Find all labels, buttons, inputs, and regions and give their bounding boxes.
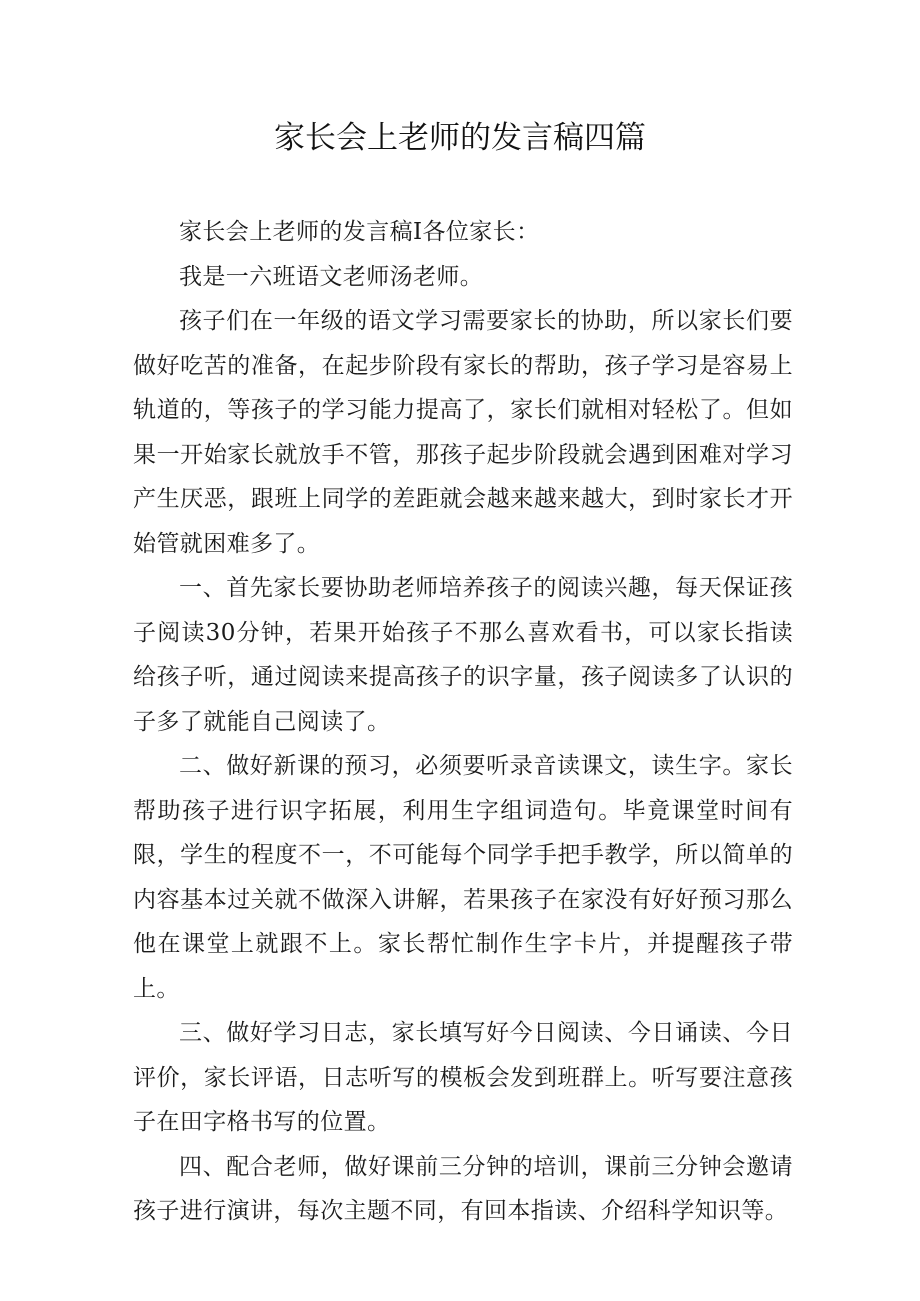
paragraph-point-2: 二、做好新课的预习，必须要听录音读课文，读生字。家长帮助孩子进行识字拓展，利用生字组词造句。毕竟课堂时间有限，学生的程度不一，不可能每个同学手把手教学，所以简单的内容基本过关就不做深入讲解，若果孩子在家没有好好预习那么他在课堂上就跟不上。家长帮忙制作生字卡片，并提醒孩子带上。 [133,753,793,1002]
paragraph-introduction: 我是一六班语文老师汤老师。 [179,263,484,290]
paragraph-point-1: 一、首先家长要协助老师培养孩子的阅读兴趣，每天保证孩子阅读30分钟，若果开始孩子不那么喜欢看书，可以家长指读给孩子听，通过阅读来提高孩子的识字量，孩子阅读多了认识的子多了就能自己阅读了。 [133,575,793,735]
document-title: 家长会上老师的发言稿四篇 [274,120,646,156]
document-body [133,210,793,1234]
paragraph-greeting: 家长会上老师的发言稿Ⅰ各位家长： [179,219,540,245]
paragraph-point-4: 四、配合老师，做好课前三分钟的培训，课前三分钟会邀请孩子进行演讲，每次主题不同，有回本指读、介绍科学知识等。 [133,1153,793,1224]
paragraph-overview: 孩子们在一年级的语文学习需要家长的协助，所以家长们要做好吃苦的准备，在起步阶段有家长的帮助，孩子学习是容易上轨道的，等孩子的学习能力提高了，家长们就相对轻松了。但如果一开始家长就放手不管，那孩子起步阶段就会遇到困难对学习产生厌恶，跟班上同学的差距就会越来越来越大，到时家长才开始管就困难多了。 [133,308,793,557]
paragraph-point-3: 三、做好学习日志，家长填写好今日阅读、今日诵读、今日评价，家长评语，日志听写的模板会发到班群上。听写要注意孩子在田字格书写的位置。 [133,1020,793,1135]
